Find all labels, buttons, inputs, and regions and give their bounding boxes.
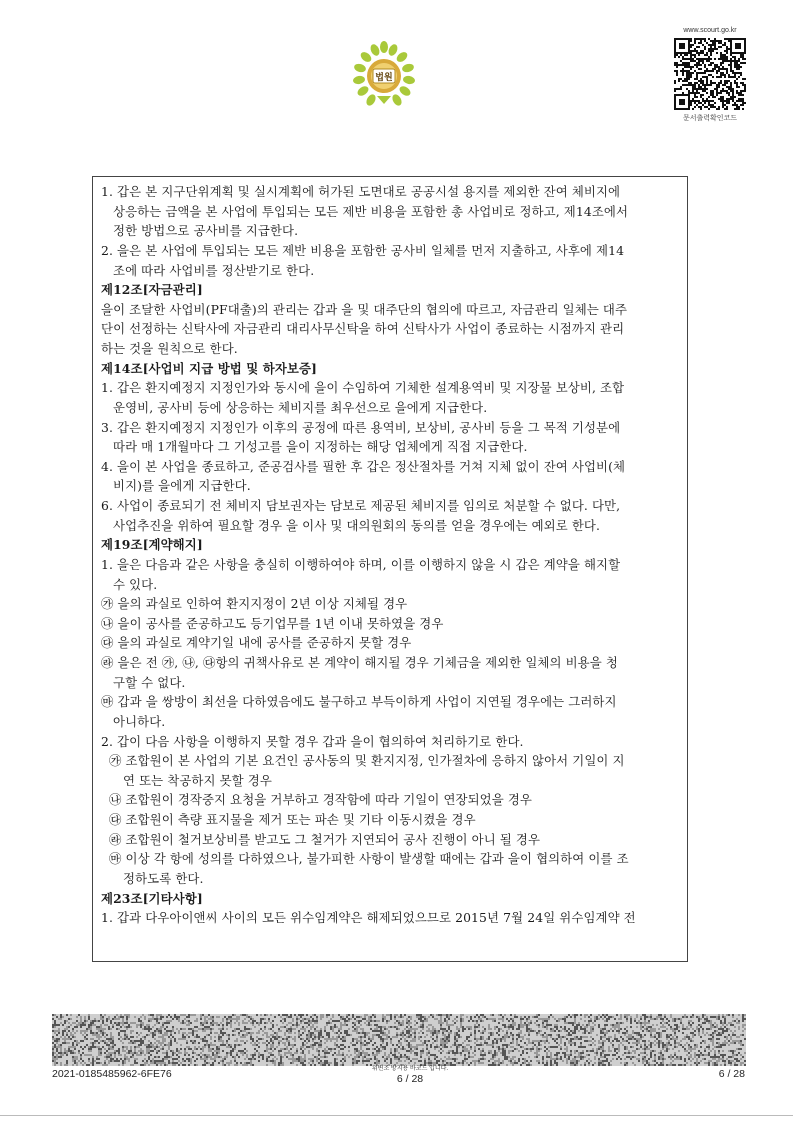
document-id: 2021-0185485962-6FE76 bbox=[52, 1068, 172, 1080]
text-line: 단이 선정하는 신탁사에 자금관리 대리사무신탁을 하여 신탁사가 사업이 종료하는 시점까지 관리 bbox=[101, 321, 625, 337]
section-heading: 제12조[자금관리] bbox=[101, 282, 203, 298]
text-line: 사업추진을 위하여 필요할 경우 을 이사 및 대의원회의 동의를 얻을 경우에는 예외로 한다. bbox=[113, 517, 600, 533]
contract-text-box bbox=[92, 176, 688, 962]
emblem-text: 법원 bbox=[375, 73, 393, 83]
text-line: 2. 갑이 다음 사항을 이행하지 못할 경우 갑과 을이 협의하여 처리하기로 한다. bbox=[101, 733, 524, 749]
text-line: ㉰ 을의 과실로 계약기일 내에 공사를 준공하지 못할 경우 bbox=[101, 635, 412, 651]
text-line: 2. 을은 본 사업에 투입되는 모든 제반 비용을 포함한 공사비 일체를 먼저 지출하고, 사후에 제14 bbox=[101, 242, 625, 258]
text-line: 상응하는 금액을 본 사업에 투입되는 모든 제반 비용을 포함한 총 사업비로 정하고, 제14조에서 bbox=[113, 203, 629, 219]
text-line: 3. 갑은 환지예정지 지정인가 이후의 공정에 따른 용역비, 보상비, 공사비 등을 그 목적 기성분에 bbox=[101, 419, 621, 435]
text-line: 1. 갑은 본 지구단위계획 및 실시계획에 허가된 도면대로 공공시설 용지를 제외한 잔여 체비지에 bbox=[101, 184, 621, 199]
text-line: ㉮ 조합원이 본 사업의 기본 요건인 공사동의 및 환지지정, 인가절차에 응하지 않아서 기일이 지 bbox=[109, 753, 625, 769]
barcode-note: 위변조 방지용 바코드 입니다. bbox=[371, 1066, 449, 1072]
qr-url-text: www.scourt.go.kr bbox=[683, 27, 737, 34]
court-emblem-logo bbox=[351, 40, 417, 112]
verification-qr-block bbox=[674, 26, 746, 123]
text-line: 1. 을은 다음과 같은 사항을 충실히 이행하여야 하며, 이를 이행하지 않을 시 갑은 계약을 해지할 bbox=[101, 556, 621, 572]
text-line: 6. 사업이 종료되기 전 체비지 담보권자는 담보로 제공된 체비지를 임의로 처분할 수 없다. 다만, bbox=[101, 498, 621, 513]
text-line: 아니하다. bbox=[113, 713, 166, 729]
text-line: ㉲ 갑과 을 쌍방이 최선을 다하였음에도 불구하고 부득이하게 사업이 지연될 경우에는 그러하지 bbox=[101, 694, 617, 710]
section-heading: 제14조[사업비 지급 방법 및 하자보증] bbox=[101, 360, 317, 376]
text-line: 따라 매 1개월마다 그 기성고를 을이 지정하는 해당 업체에게 직접 지급한다. bbox=[113, 439, 528, 455]
contract-text-lines bbox=[101, 182, 681, 928]
text-line: ㉯ 조합원이 경작중지 요청을 거부하고 경작함에 따라 기일이 연장되었을 경우 bbox=[109, 792, 532, 808]
text-line: 조에 따라 사업비를 정산받기로 한다. bbox=[113, 262, 315, 278]
text-line: 수 있다. bbox=[113, 576, 158, 592]
text-line: ㉰ 조합원이 측량 표지물을 제거 또는 파손 및 기타 이동시켰을 경우 bbox=[109, 812, 476, 827]
text-line: 연 또는 착공하지 못할 경우 bbox=[123, 772, 272, 788]
barcode-pattern bbox=[52, 1014, 746, 1066]
text-line: 비지)를 을에게 지급한다. bbox=[113, 478, 251, 494]
text-line: 구할 수 없다. bbox=[113, 674, 186, 690]
text-line: ㉱ 을은 전 ㉮, ㉯, ㉰항의 귀책사유로 본 계약이 해지될 경우 기체금을 제외한 일체의 비용을 청 bbox=[101, 655, 618, 670]
text-line: 운영비, 공사비 등에 상응하는 체비지를 최우선으로 을에게 지급한다. bbox=[113, 399, 488, 415]
center-page-number: 6 / 28 bbox=[396, 1073, 424, 1085]
text-line: 하는 것을 원칙으로 한다. bbox=[101, 341, 238, 356]
section-heading: 제19조[계약해지] bbox=[101, 537, 203, 553]
text-line: ㉱ 조합원이 철거보상비를 받고도 그 철거가 지연되어 공사 진행이 아니 될 경우 bbox=[109, 831, 541, 847]
bottom-divider bbox=[0, 1115, 793, 1116]
anti-forgery-barcode-band bbox=[52, 1014, 746, 1066]
qr-caption-text: 문서출력확인코드 bbox=[682, 115, 738, 122]
text-line: ㉮ 을의 과실로 인하여 환지지정이 2년 이상 지체될 경우 bbox=[101, 596, 408, 612]
text-line: 정하도록 한다. bbox=[123, 870, 204, 886]
text-line: 을이 조달한 사업비(PF대출)의 관리는 갑과 을 및 대주단의 협의에 따르고, 자금관리 일체는 대주 bbox=[101, 301, 628, 317]
text-line: 정한 방법으로 공사비를 지급한다. bbox=[113, 223, 299, 239]
text-line: 4. 을이 본 사업을 종료하고, 준공검사를 필한 후 갑은 정산절차를 거쳐 지체 없이 잔여 사업비(체 bbox=[101, 458, 626, 474]
text-line: ㉲ 이상 각 항에 성의를 다하였으나, 불가피한 사항이 발생할 때에는 갑과 을이 협의하여 이를 조 bbox=[109, 851, 629, 867]
text-line: 1. 갑과 다우아이앤씨 사이의 모든 위수임계약은 해제되었으므로 2015년 7월 24일 위수임계약 전 bbox=[101, 910, 636, 926]
text-line: ㉯ 을이 공사를 준공하고도 등기업무를 1년 이내 못하였을 경우 bbox=[101, 615, 444, 631]
page-number: 6 / 28 bbox=[718, 1068, 745, 1080]
section-heading: 제23조[기타사항] bbox=[101, 890, 203, 906]
footer-center bbox=[350, 1066, 470, 1085]
text-line: 1. 갑은 환지예정지 지정인가와 동시에 을이 수임하여 기체한 설계용역비 및 지장물 보상비, 조합 bbox=[101, 380, 625, 396]
qr-code-image bbox=[674, 38, 746, 110]
